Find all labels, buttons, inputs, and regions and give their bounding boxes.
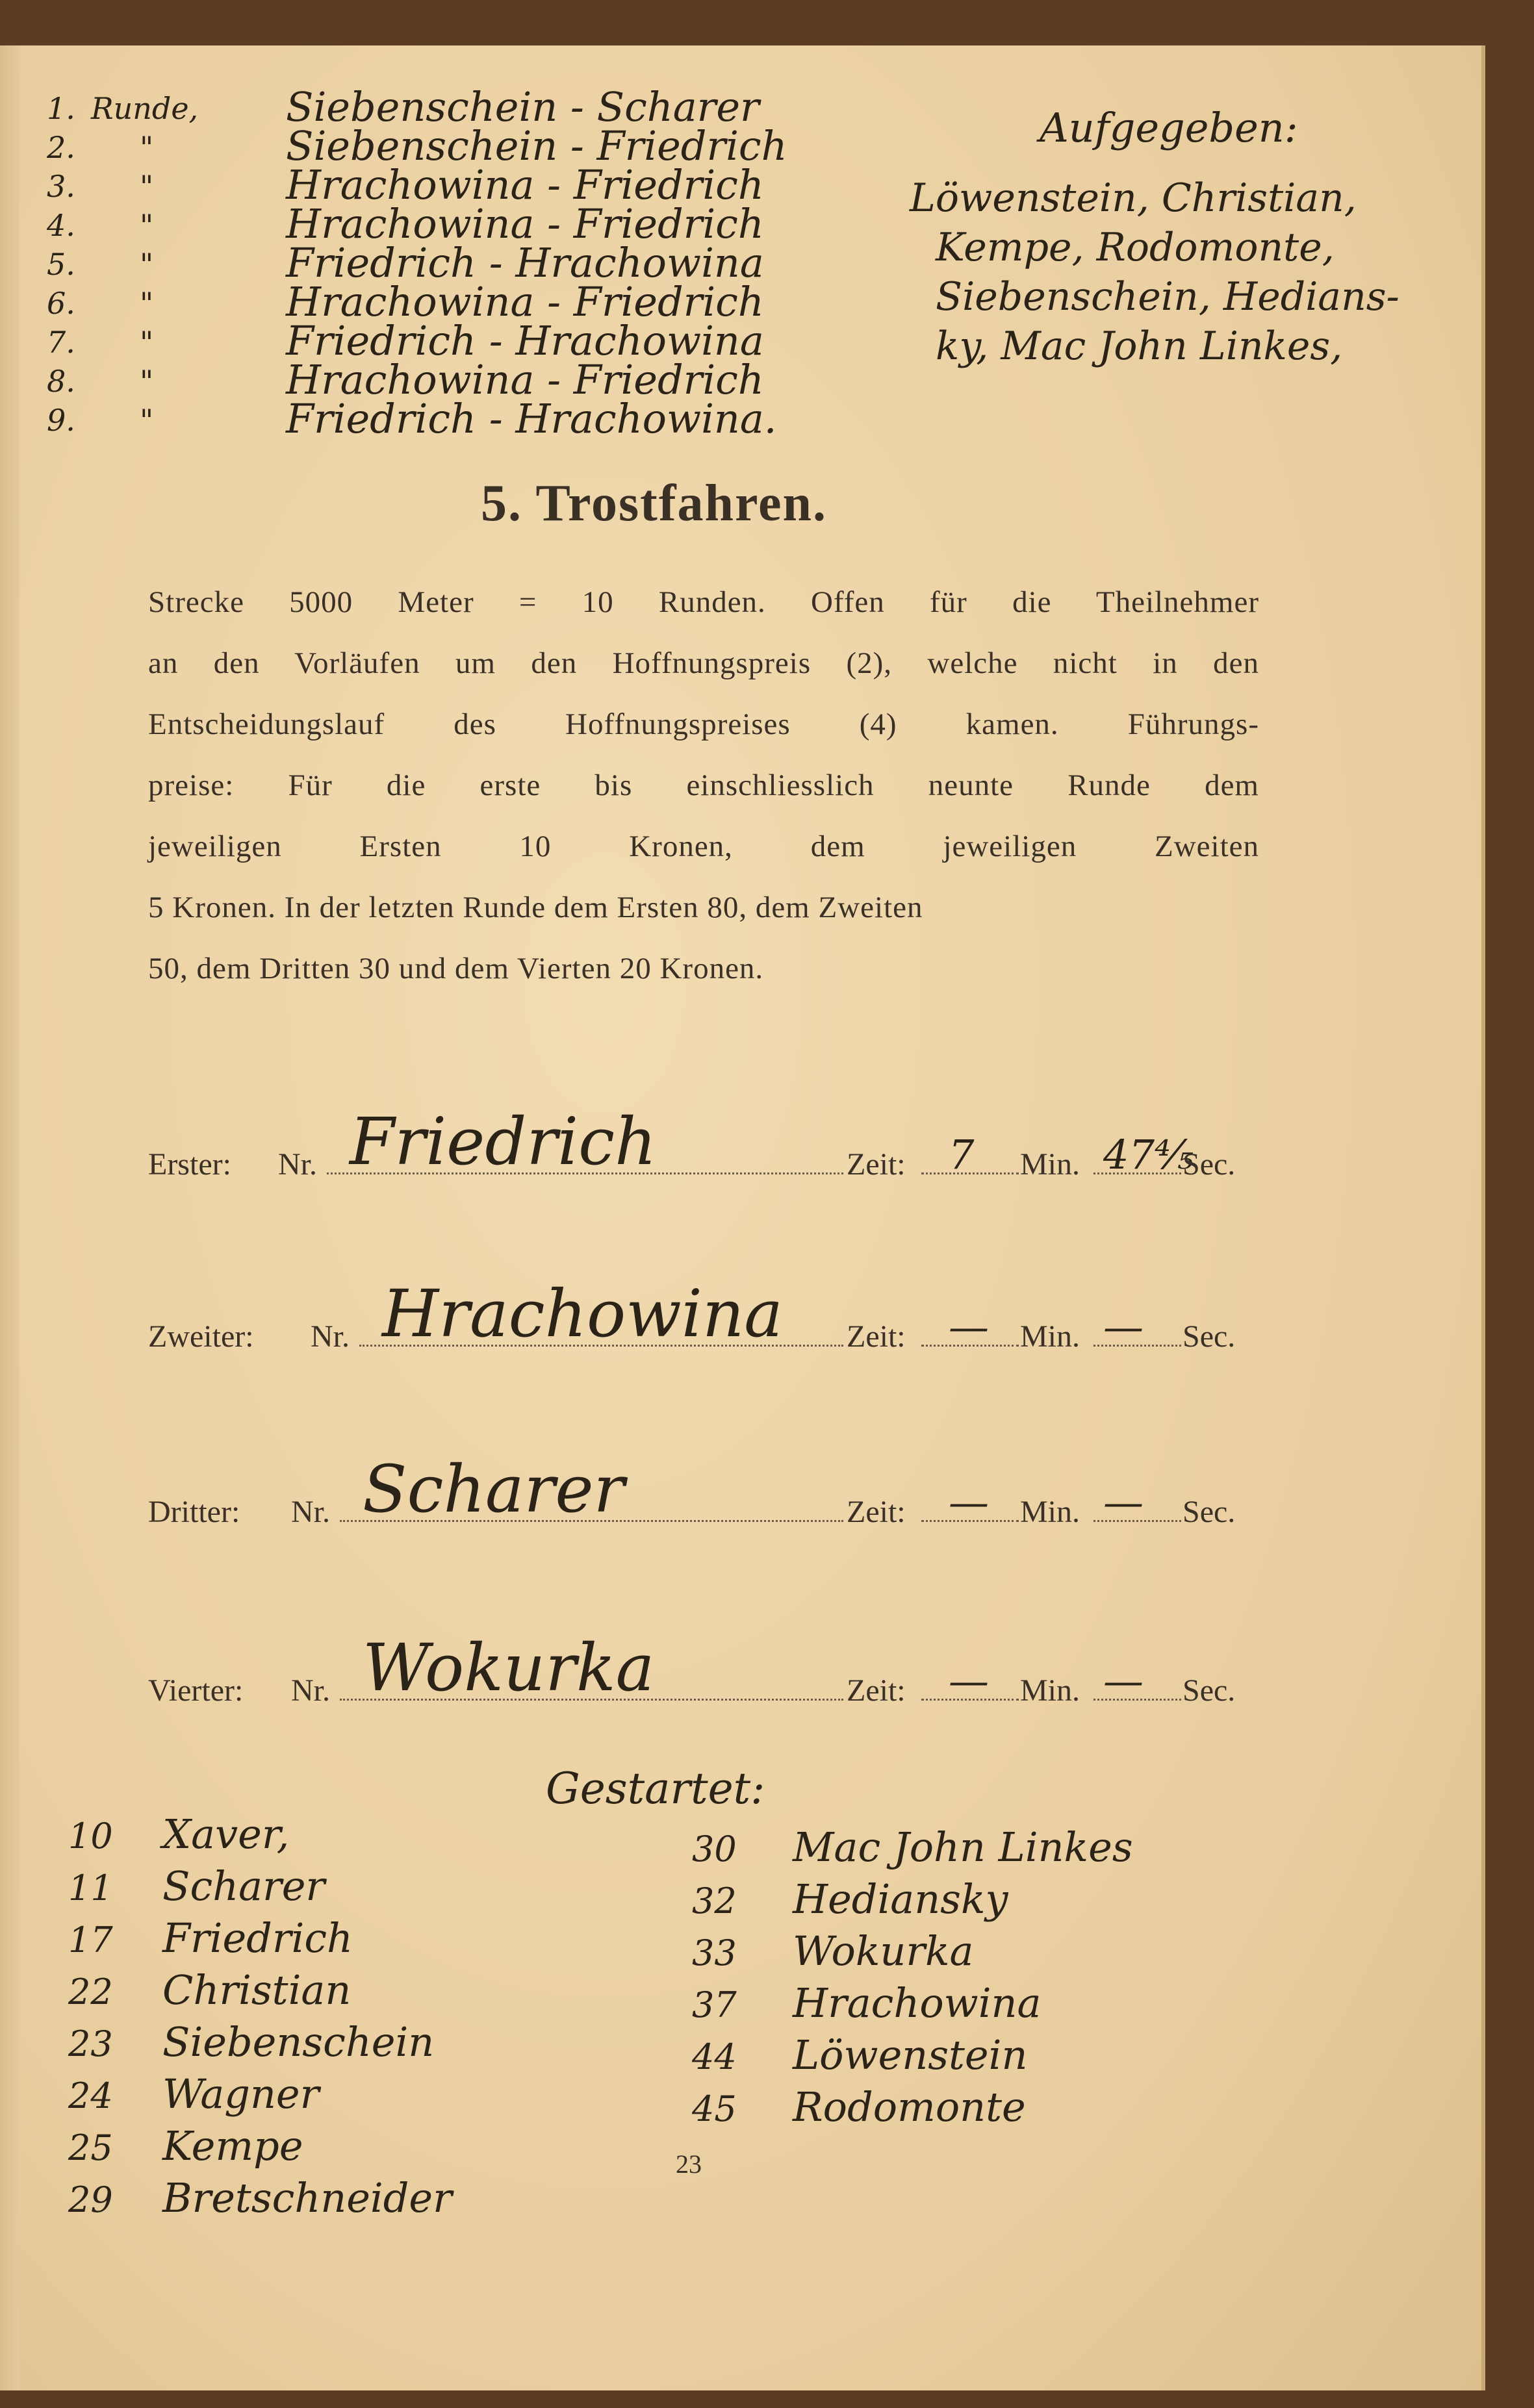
zeit-label: Zeit:	[847, 1495, 906, 1529]
sec-label: Sec.	[1182, 1319, 1236, 1354]
lap-number: 4.	[47, 208, 75, 243]
winner-name: Friedrich	[350, 1104, 657, 1180]
lap-ditto: "	[140, 325, 154, 360]
lap-number: 2.	[47, 130, 75, 165]
starter-name: Wagner	[162, 2070, 320, 2118]
start-number: 30	[692, 1829, 737, 1869]
lap-ditto: "	[140, 208, 154, 243]
winner-name: Hrachowina	[382, 1276, 783, 1352]
lap-ditto: "	[140, 130, 154, 165]
handed-in-line: Löwenstein, Christian,	[910, 175, 1357, 221]
lap-leader-pair: Hrachowina - Friedrich	[286, 356, 764, 403]
lap-leader-pair: Siebenschein - Friedrich	[286, 122, 787, 170]
start-number: 22	[68, 1971, 113, 2012]
sec-label: Sec.	[1182, 1147, 1236, 1182]
start-number: 33	[692, 1933, 737, 1973]
result-row	[148, 1630, 1266, 1708]
sec-label: Sec.	[1182, 1673, 1236, 1708]
description-line: an den Vorläufen um den Hoffnungspreis (2), welche nicht in den	[148, 646, 1259, 680]
time-seconds: 47⅘	[1103, 1131, 1194, 1178]
lap-number: 9.	[47, 403, 75, 438]
lap-ditto: "	[140, 169, 154, 204]
starter-name: Friedrich	[162, 1914, 353, 1962]
place-label: Erster:	[148, 1147, 231, 1182]
lap-leader-pair: Hrachowina - Friedrich	[286, 278, 764, 325]
starter-name: Christian	[162, 1966, 352, 2014]
starter-name: Löwenstein	[793, 2031, 1028, 2079]
starter-name: Rodomonte	[793, 2083, 1026, 2131]
place-label: Dritter:	[148, 1495, 240, 1529]
start-number: 25	[68, 2127, 113, 2168]
start-number: 44	[692, 2036, 737, 2077]
time-minutes: —	[949, 1657, 989, 1705]
start-number: 45	[692, 2088, 737, 2129]
lap-number: 1.	[47, 91, 75, 126]
page-number: 23	[676, 2149, 702, 2179]
nr-label: Nr.	[278, 1147, 317, 1182]
lap-ditto: "	[140, 364, 154, 399]
result-row	[148, 1452, 1266, 1530]
lap-number: 5.	[47, 247, 75, 282]
start-number: 24	[68, 2075, 113, 2116]
description-line: 5 Kronen. In der letzten Runde dem Ersten 80, dem Zweiten	[148, 891, 923, 924]
sec-label: Sec.	[1182, 1495, 1236, 1529]
nr-label: Nr.	[311, 1319, 350, 1354]
winner-name: Scharer	[363, 1451, 625, 1527]
starter-name: Scharer	[162, 1862, 326, 1910]
description-line: Strecke 5000 Meter = 10 Runden. Offen für die Theilnehmer	[148, 585, 1259, 619]
lap-leader-pair: Friedrich - Hrachowina	[286, 317, 764, 364]
start-number: 23	[68, 2023, 113, 2064]
lap-ditto: Runde,	[91, 91, 199, 126]
zeit-label: Zeit:	[847, 1319, 906, 1354]
lap-number: 8.	[47, 364, 75, 399]
lap-leader-pair: Friedrich - Hrachowina	[286, 239, 764, 286]
start-number: 10	[68, 1816, 113, 1857]
starter-name: Bretschneider	[162, 2174, 452, 2222]
result-row	[148, 1276, 1266, 1354]
lap-ditto: "	[140, 286, 154, 321]
starter-name: Siebenschein	[162, 2018, 435, 2066]
description-line: 50, dem Dritten 30 und dem Vierten 20 Kronen.	[148, 952, 764, 985]
min-label: Min.	[1020, 1673, 1080, 1708]
starter-name: Hrachowina	[793, 1979, 1042, 2027]
start-number: 32	[692, 1881, 737, 1921]
time-seconds: —	[1103, 1303, 1144, 1350]
result-row	[148, 1104, 1266, 1182]
lap-ditto: "	[140, 247, 154, 282]
description-line: Entscheidungslauf des Hoffnungspreises (4) kamen. Führungs-	[148, 707, 1259, 741]
handed-in-line: Kempe, Rodomonte,	[936, 225, 1335, 270]
time-minutes: 7	[949, 1131, 975, 1178]
min-label: Min.	[1020, 1147, 1080, 1182]
lap-number: 6.	[47, 286, 75, 321]
starter-name: Hediansky	[793, 1875, 1008, 1923]
start-number: 17	[68, 1920, 113, 1960]
started-header: Gestartet:	[546, 1764, 765, 1814]
starter-name: Kempe	[162, 2122, 303, 2170]
description-line: preise: Für die erste bis einschliesslich neunte Runde dem	[148, 768, 1259, 802]
starter-name: Mac John Linkes	[793, 1823, 1133, 1871]
lap-leader-pair: Hrachowina - Friedrich	[286, 200, 764, 247]
time-seconds: —	[1103, 1657, 1144, 1705]
event-title: 5. Trostfahren.	[481, 475, 828, 532]
time-minutes: —	[949, 1303, 989, 1350]
lap-number: 3.	[47, 169, 75, 204]
event-description	[148, 572, 1259, 999]
winner-name: Wokurka	[363, 1630, 655, 1706]
place-label: Vierter:	[148, 1673, 244, 1708]
handed-in-header: Aufgegeben:	[1040, 104, 1298, 151]
time-minutes: —	[949, 1478, 989, 1526]
lap-leader-pair: Hrachowina - Friedrich	[286, 161, 764, 209]
handed-in-line: ky, Mac John Linkes,	[936, 323, 1343, 369]
time-seconds: —	[1103, 1478, 1144, 1526]
handed-in-line: Siebenschein, Hedians-	[936, 274, 1400, 320]
zeit-label: Zeit:	[847, 1673, 906, 1708]
starter-name: Wokurka	[793, 1927, 974, 1975]
start-number: 37	[692, 1984, 737, 2025]
nr-label: Nr.	[291, 1495, 330, 1529]
lap-leader-pair: Siebenschein - Scharer	[286, 83, 760, 131]
lap-leader-pair: Friedrich - Hrachowina.	[286, 395, 777, 442]
place-label: Zweiter:	[148, 1319, 254, 1354]
lap-number: 7.	[47, 325, 75, 360]
nr-label: Nr.	[291, 1673, 330, 1708]
start-number: 29	[68, 2179, 113, 2220]
min-label: Min.	[1020, 1495, 1080, 1529]
start-number: 11	[68, 1868, 113, 1908]
lap-ditto: "	[140, 403, 154, 438]
description-line: jeweiligen Ersten 10 Kronen, dem jeweiligen Zweiten	[148, 830, 1259, 863]
zeit-label: Zeit:	[847, 1147, 906, 1182]
min-label: Min.	[1020, 1319, 1080, 1354]
starter-name: Xaver,	[162, 1810, 290, 1858]
